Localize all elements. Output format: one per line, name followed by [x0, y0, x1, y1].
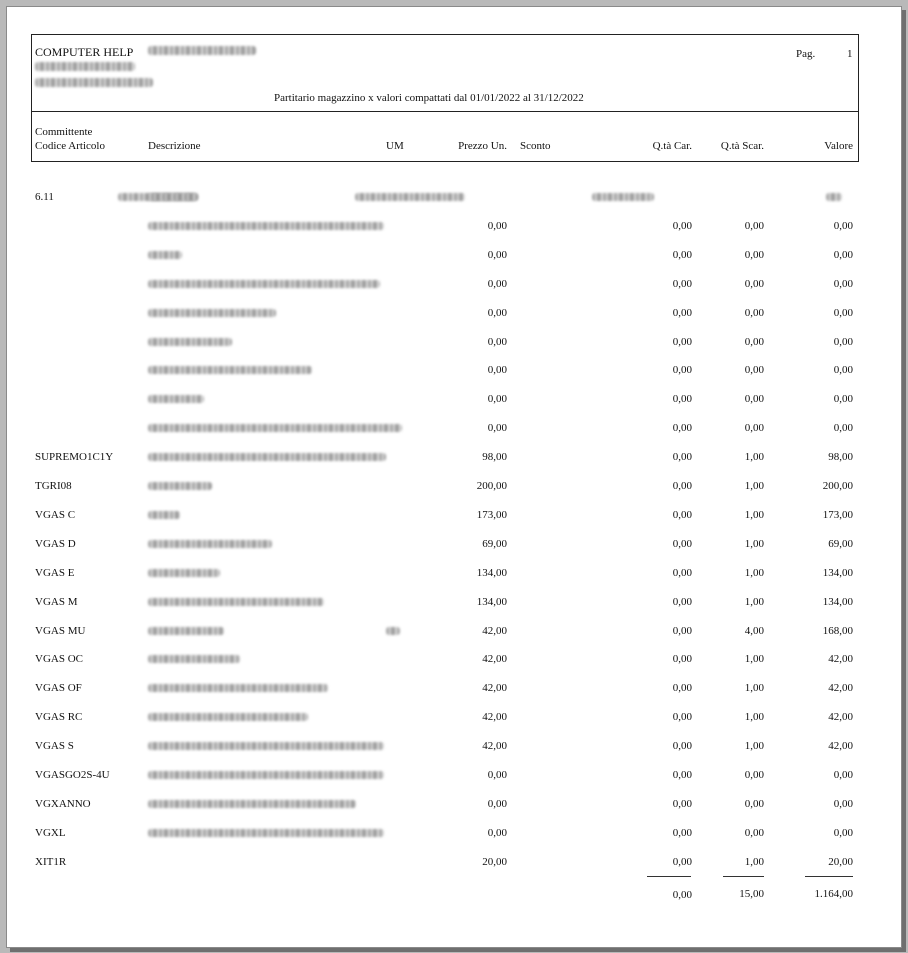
row-qta-scar: 1,00: [744, 596, 764, 608]
row-description-redacted: [148, 569, 220, 577]
row-qta-scar: 1,00: [744, 567, 764, 579]
row-prezzo: 42,00: [482, 625, 507, 637]
col-prezzo: Prezzo Un.: [458, 140, 507, 152]
row-valore: 98,00: [828, 451, 853, 463]
row-redacted-field: [826, 193, 842, 201]
total-line-valore: [805, 876, 853, 877]
page-number: 1: [847, 48, 853, 60]
row-qta-car: 0,00: [672, 451, 692, 463]
total-valore: 1.164,00: [814, 888, 853, 900]
row-prezzo: 134,00: [476, 567, 507, 579]
row-description-redacted: [148, 655, 240, 663]
page-shadow-bottom: [10, 948, 906, 952]
row-prezzo: 0,00: [487, 393, 507, 405]
row-qta-scar: 1,00: [744, 856, 764, 868]
row-description-redacted: [148, 309, 276, 317]
total-qta-car: 0,00: [672, 889, 692, 901]
company-name-redacted: [148, 46, 256, 55]
row-qta-car: 0,00: [672, 740, 692, 752]
row-prezzo: 0,00: [487, 307, 507, 319]
row-qta-scar: 0,00: [744, 307, 764, 319]
row-description-redacted: [148, 742, 384, 750]
row-code: VGAS C: [35, 509, 76, 521]
row-code: TGRI08: [35, 480, 72, 492]
page-label: Pag.: [796, 48, 816, 60]
company-name: COMPUTER HELP: [35, 45, 134, 59]
row-prezzo: 200,00: [476, 480, 507, 492]
row-description-redacted: [148, 800, 356, 808]
row-valore: 134,00: [822, 596, 853, 608]
row-qta-car: 0,00: [672, 307, 692, 319]
row-valore: 0,00: [833, 249, 853, 261]
row-qta-scar: 1,00: [744, 480, 764, 492]
row-description-redacted: [148, 713, 308, 721]
row-description-redacted: [148, 280, 380, 288]
row-description-redacted: [148, 540, 272, 548]
row-qta-scar: 0,00: [744, 364, 764, 376]
row-code: VGAS S: [35, 740, 74, 752]
row-redacted-field: [118, 193, 198, 201]
row-qta-scar: 4,00: [744, 625, 764, 637]
row-valore: 0,00: [833, 220, 853, 232]
row-qta-scar: 1,00: [744, 451, 764, 463]
row-prezzo: 98,00: [482, 451, 507, 463]
row-qta-scar: 0,00: [744, 278, 764, 290]
row-code: VGXL: [35, 827, 66, 839]
row-qta-scar: 0,00: [744, 249, 764, 261]
row-qta-scar: 1,00: [744, 740, 764, 752]
col-codice-articolo: Codice Articolo: [35, 140, 105, 152]
col-sconto: Sconto: [520, 140, 551, 152]
row-prezzo: 0,00: [487, 769, 507, 781]
page-shadow-right: [902, 10, 906, 950]
row-qta-car: 0,00: [672, 682, 692, 694]
row-valore: 0,00: [833, 769, 853, 781]
row-description-redacted: [148, 251, 182, 259]
row-qta-car: 0,00: [672, 364, 692, 376]
row-qta-scar: 0,00: [744, 422, 764, 434]
row-qta-car: 0,00: [672, 336, 692, 348]
row-description-redacted: [148, 453, 386, 461]
row-valore: 0,00: [833, 336, 853, 348]
row-prezzo: 0,00: [487, 249, 507, 261]
row-qta-car: 0,00: [672, 625, 692, 637]
column-header-box: [31, 112, 859, 162]
row-qta-scar: 0,00: [744, 827, 764, 839]
row-prezzo: 0,00: [487, 827, 507, 839]
row-qta-scar: 0,00: [744, 769, 764, 781]
row-qta-car: 0,00: [672, 596, 692, 608]
row-code: VGAS OC: [35, 653, 83, 665]
row-valore: 42,00: [828, 711, 853, 723]
col-qta-car: Q.tà Car.: [652, 140, 692, 152]
row-prezzo: 42,00: [482, 740, 507, 752]
row-prezzo: 42,00: [482, 682, 507, 694]
row-valore: 134,00: [822, 567, 853, 579]
col-descrizione: Descrizione: [148, 140, 201, 152]
row-qta-scar: 0,00: [744, 798, 764, 810]
row-description-redacted: [148, 627, 224, 635]
col-qta-scar: Q.tà Scar.: [720, 140, 764, 152]
row-valore: 42,00: [828, 653, 853, 665]
row-description-redacted: [148, 222, 384, 230]
row-valore: 20,00: [828, 856, 853, 868]
row-valore: 42,00: [828, 682, 853, 694]
row-code: SUPREMO1C1Y: [35, 451, 114, 463]
row-qta-car: 0,00: [672, 769, 692, 781]
total-line-car: [647, 876, 691, 877]
row-code: VGAS OF: [35, 682, 82, 694]
row-description-redacted: [148, 424, 402, 432]
row-prezzo: 42,00: [482, 711, 507, 723]
row-qta-car: 0,00: [672, 509, 692, 521]
row-valore: 0,00: [833, 798, 853, 810]
row-valore: 200,00: [822, 480, 853, 492]
row-qta-scar: 0,00: [744, 220, 764, 232]
row-code: XIT1R: [35, 856, 67, 868]
row-prezzo: 134,00: [476, 596, 507, 608]
row-description-redacted: [148, 338, 232, 346]
row-description-redacted: [148, 829, 384, 837]
row-redacted-field: [355, 193, 465, 201]
row-valore: 69,00: [828, 538, 853, 550]
company-address-redacted: [35, 62, 135, 71]
row-valore: 0,00: [833, 393, 853, 405]
row-code: VGASGO2S-4U: [35, 769, 110, 781]
row-qta-car: 0,00: [672, 798, 692, 810]
row-qta-scar: 0,00: [744, 393, 764, 405]
row-qta-car: 0,00: [672, 422, 692, 434]
row-description-redacted: [148, 366, 312, 374]
report-title: Partitario magazzino x valori compattati dal 01/01/2022 al 31/12/2022: [274, 92, 584, 104]
row-code: 6.11: [35, 191, 54, 203]
row-um-redacted: [386, 627, 400, 635]
row-qta-scar: 1,00: [744, 653, 764, 665]
row-valore: 0,00: [833, 422, 853, 434]
row-valore: 0,00: [833, 278, 853, 290]
row-qta-scar: 1,00: [744, 509, 764, 521]
row-qta-car: 0,00: [672, 249, 692, 261]
row-prezzo: 0,00: [487, 278, 507, 290]
row-prezzo: 0,00: [487, 422, 507, 434]
row-description-redacted: [148, 482, 212, 490]
row-valore: 42,00: [828, 740, 853, 752]
row-qta-car: 0,00: [672, 653, 692, 665]
row-description-redacted: [148, 684, 328, 692]
row-description-redacted: [148, 511, 180, 519]
row-qta-car: 0,00: [672, 220, 692, 232]
col-um: UM: [386, 140, 404, 152]
row-valore: 0,00: [833, 364, 853, 376]
row-code: VGXANNO: [35, 798, 91, 810]
row-code: VGAS MU: [35, 625, 86, 637]
row-code: VGAS RC: [35, 711, 83, 723]
row-qta-car: 0,00: [672, 538, 692, 550]
row-prezzo: 173,00: [476, 509, 507, 521]
row-qta-car: 0,00: [672, 856, 692, 868]
row-qta-car: 0,00: [672, 278, 692, 290]
row-valore: 0,00: [833, 827, 853, 839]
row-code: VGAS D: [35, 538, 76, 550]
row-description-redacted: [148, 598, 324, 606]
row-redacted-field: [592, 193, 654, 201]
row-qta-scar: 1,00: [744, 682, 764, 694]
row-valore: 168,00: [822, 625, 853, 637]
col-valore: Valore: [824, 140, 853, 152]
row-code: VGAS M: [35, 596, 78, 608]
row-code: VGAS E: [35, 567, 75, 579]
row-qta-car: 0,00: [672, 393, 692, 405]
row-prezzo: 0,00: [487, 364, 507, 376]
row-prezzo: 0,00: [487, 336, 507, 348]
row-qta-scar: 1,00: [744, 711, 764, 723]
total-qta-scar: 15,00: [739, 888, 764, 900]
row-qta-car: 0,00: [672, 711, 692, 723]
col-committente: Committente: [35, 126, 93, 138]
row-prezzo: 42,00: [482, 653, 507, 665]
row-valore: 0,00: [833, 307, 853, 319]
row-qta-car: 0,00: [672, 480, 692, 492]
row-qta-scar: 1,00: [744, 538, 764, 550]
row-valore: 173,00: [822, 509, 853, 521]
row-description-redacted: [148, 395, 204, 403]
row-qta-scar: 0,00: [744, 336, 764, 348]
row-prezzo: 20,00: [482, 856, 507, 868]
row-qta-car: 0,00: [672, 827, 692, 839]
row-description-redacted: [148, 771, 384, 779]
row-prezzo: 0,00: [487, 220, 507, 232]
row-prezzo: 0,00: [487, 798, 507, 810]
total-line-scar: [723, 876, 764, 877]
company-city-redacted: [35, 78, 153, 87]
row-qta-car: 0,00: [672, 567, 692, 579]
row-prezzo: 69,00: [482, 538, 507, 550]
